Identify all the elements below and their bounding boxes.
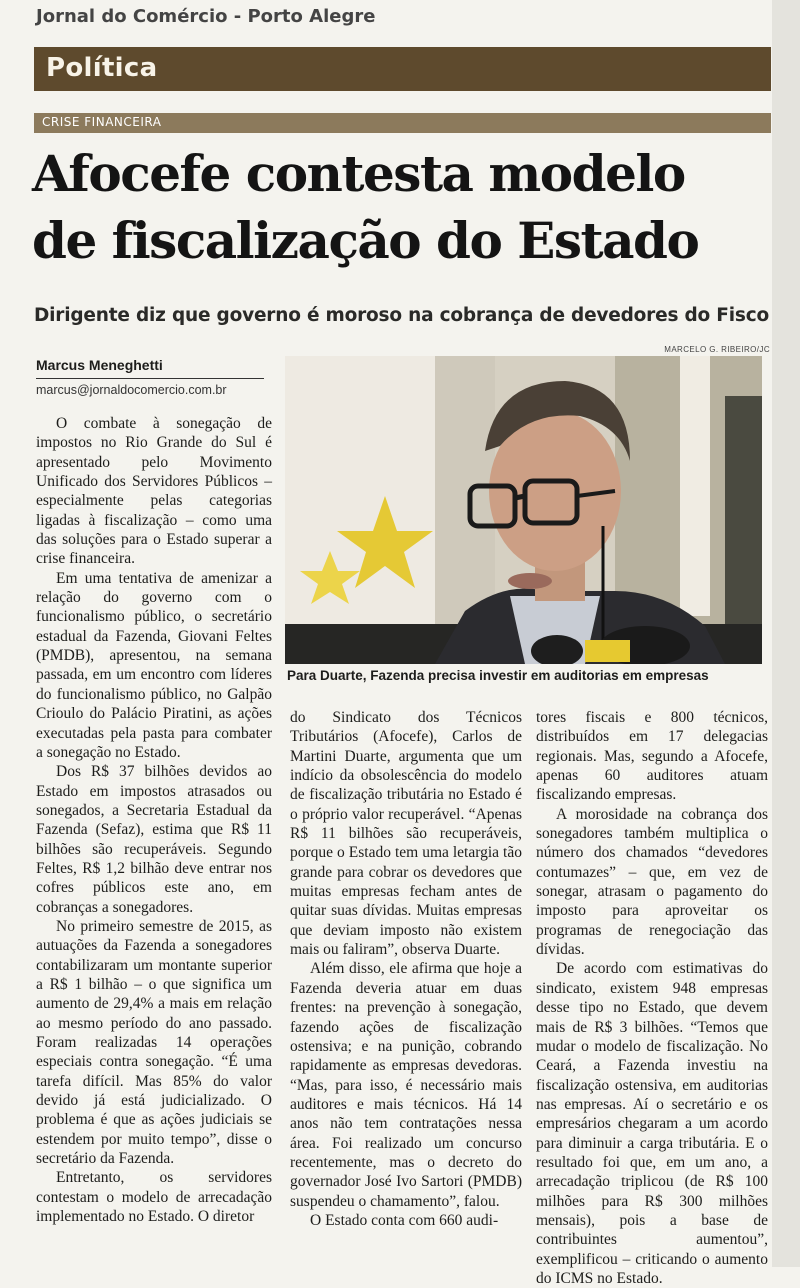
paper-edge [772, 0, 800, 1267]
paragraph: Dos R$ 37 bilhões devidos ao Estado em impostos atrasados ou sonegados, a Secretaria Estadual da Fazenda (Sefaz), estima que R$ 11 bilhões são recuperáveis. Segundo Feltes, R$ 1,2 bilhão deve entrar nos cofres públicos este ano, em cobranças a sonegadores. [36, 763, 272, 916]
headline [32, 140, 772, 274]
paragraph: Entretanto, os servidores contestam o modelo de arrecadação implementado no Estado. O diretor [36, 1169, 272, 1226]
article-photo [285, 356, 762, 664]
byline: Marcus Meneghetti [36, 357, 163, 373]
photo-illustration [285, 356, 762, 664]
subhead: Dirigente diz que governo é moroso na cobrança de devedores do Fisco [34, 305, 769, 326]
author-email: marcus@jornaldocomercio.com.br [36, 383, 227, 397]
paragraph: tores fiscais e 800 técnicos, distribuídos em 17 delegacias regionais. Mas, segundo a Afocefe, apenas 60 auditores atuam fiscalizando empresas. [536, 709, 768, 804]
photo-caption: Para Duarte, Fazenda precisa investir em auditorias em empresas [287, 668, 709, 683]
article-column-3 [536, 708, 768, 1288]
paragraph: do Sindicato dos Técnicos Tributários (Afocefe), Carlos de Martini Duarte, argumenta que um indício da obsolescência do modelo de fiscalização tributária no Estado é o próprio valor recuperável. “Apenas R$ 11 bilhões são recuperáveis, porque o Estado tem uma letargia tão grande para cobrar os devedores que muitas empresas fecham antes de quitar suas dívidas. Muitas empresas que deviam imposto não existem mais ou faliram”, observa Duarte. [290, 709, 522, 959]
kicker-label: CRISE FINANCEIRA [42, 115, 162, 129]
photo-credit: MARCELO G. RIBEIRO/JC [664, 345, 770, 354]
article-column-1 [36, 414, 272, 1226]
section-band [34, 47, 771, 91]
paragraph: O combate à sonegação de impostos no Rio Grande do Sul é apresentado pelo Movimento Unificado dos Servidores Públicos – especialmente pelas categorias ligadas à fiscalização – como uma das soluções para o Estado superar a crise financeira. [36, 415, 272, 568]
paragraph: A morosidade na cobrança dos sonegadores também multiplica o número dos chamados “devedores contumazes” – que, em vez de sonegar, atrasam o pagamento do imposto para aproveitar os programas de renegociação das dívidas. [536, 805, 768, 959]
paragraph: De acordo com estimativas do sindicato, existem 948 empresas desse tipo no Estado, que devem mais de R$ 3 bilhões. “Temos que mudar o modelo de fiscalização. No Ceará, a Fazenda investiu na fiscalização ostensiva, em auditorias nas empresas. Aí o secretário e os empresários chegaram a um acordo para diminuir a carga tributária. E o resultado foi que, em um ano, a arrecadação triplicou (de R$ 100 milhões para R$ 300 milhões mensais), pois a base de contribuintes aumentou”, exemplificou – criticando o aumento do ICMS no Estado. [536, 960, 768, 1287]
paragraph: No primeiro semestre de 2015, as autuações da Fazenda a sonegadores contabilizaram um montante superior a R$ 1 bilhão – o que significa um aumento de 29,4% a mais em relação ao mesmo período do ano passado. Foram realizadas 14 operações especiais contra sonegação. “É uma tarefa difícil. Mas 85% do valor devido já está judicializado. O problema é que as ações judiciais se estendem por muito tempo”, disse o secretário da Fazenda. [36, 917, 272, 1168]
article-column-2 [290, 708, 522, 1230]
paragraph: Em uma tentativa de amenizar a relação do governo com o funcionalismo público, o secretário estadual da Fazenda, Giovani Feltes (PMDB), apresentou, na semana passada, em um encontro com líderes do funcionalismo público, no Galpão Crioulo do Palácio Piratini, as ações executadas pela pasta para combater a sonegação no Estado. [36, 569, 272, 761]
paragraph: O Estado conta com 660 audi- [310, 1211, 499, 1229]
headline-line-1: Afocefe contesta modelo [32, 144, 685, 203]
byline-rule [36, 378, 264, 379]
masthead: Jornal do Comércio - Porto Alegre [36, 6, 376, 27]
section-title: Política [46, 53, 158, 83]
headline-line-2: de fiscalização do Estado [32, 211, 699, 270]
paragraph: Além disso, ele afirma que hoje a Fazenda deveria atuar em duas frentes: na prevenção à sonegação, fazendo ações de fiscalização ostensiva; e na punição, cobrando rapidamente as empresas devedoras. “Mas, para isso, é necessário mais auditores e mais técnicos. Há 14 anos não tem contratações nessa área. Foi realizado um concurso recentemente, mas o decreto do governador José Ivo Sartori (PMDB) suspendeu o chamamento”, falou. [290, 960, 522, 1210]
kicker-band [34, 113, 771, 133]
